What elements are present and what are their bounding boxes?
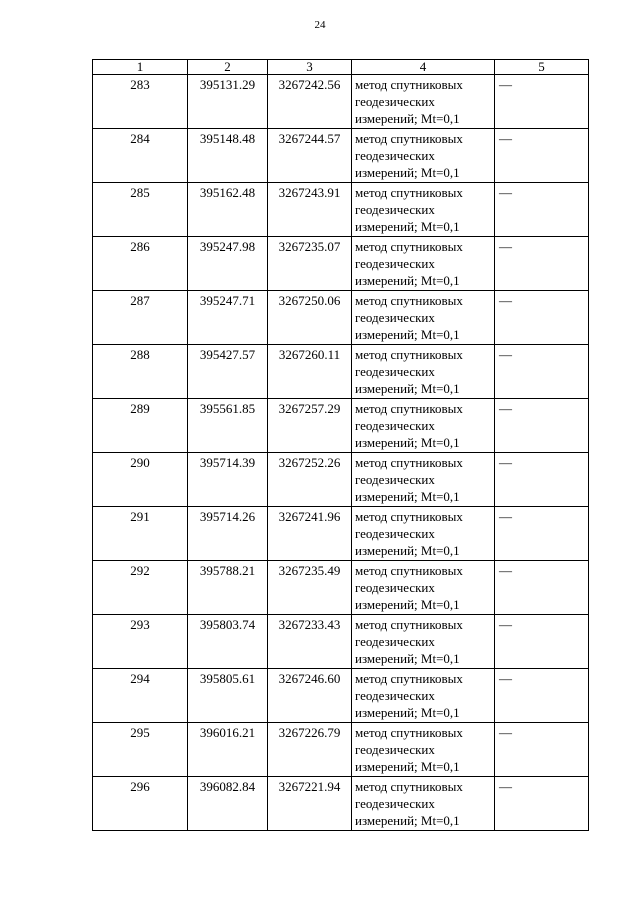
method-cell (352, 345, 495, 399)
note-cell: — (495, 669, 589, 723)
point-number-cell: 296 (93, 777, 188, 831)
method-line: метод спутниковых (355, 671, 463, 686)
method-line: геодезических (355, 256, 435, 271)
method-cell (352, 75, 495, 129)
note-cell: — (495, 237, 589, 291)
x-coordinate-cell: 396016.21 (188, 723, 268, 777)
table-row (93, 291, 589, 345)
note-cell: — (495, 345, 589, 399)
coordinates-table (92, 59, 589, 831)
table-row (93, 345, 589, 399)
method-line: метод спутниковых (355, 509, 463, 524)
method-line: геодезических (355, 364, 435, 379)
method-cell (352, 183, 495, 237)
point-number-cell: 292 (93, 561, 188, 615)
table-row (93, 399, 589, 453)
y-coordinate-cell: 3267243.91 (268, 183, 352, 237)
x-coordinate-cell: 395247.98 (188, 237, 268, 291)
y-coordinate-cell: 3267242.56 (268, 75, 352, 129)
page-number: 24 (314, 19, 326, 31)
x-coordinate-cell: 395427.57 (188, 345, 268, 399)
table-row (93, 561, 589, 615)
y-coordinate-cell: 3267221.94 (268, 777, 352, 831)
table-row (93, 129, 589, 183)
method-line: метод спутниковых (355, 617, 463, 632)
note-cell: — (495, 723, 589, 777)
note-cell: — (495, 75, 589, 129)
method-line: измерений; Mt=0,1 (355, 651, 460, 666)
method-cell (352, 237, 495, 291)
method-line: метод спутниковых (355, 293, 463, 308)
column-header: 2 (188, 60, 268, 75)
table-row (93, 183, 589, 237)
x-coordinate-cell: 396082.84 (188, 777, 268, 831)
y-coordinate-cell: 3267226.79 (268, 723, 352, 777)
method-line: измерений; Mt=0,1 (355, 435, 460, 450)
y-coordinate-cell: 3267235.07 (268, 237, 352, 291)
x-coordinate-cell: 395805.61 (188, 669, 268, 723)
method-line: измерений; Mt=0,1 (355, 327, 460, 342)
table-row (93, 453, 589, 507)
point-number-cell: 285 (93, 183, 188, 237)
y-coordinate-cell: 3267235.49 (268, 561, 352, 615)
method-cell (352, 399, 495, 453)
method-line: измерений; Mt=0,1 (355, 597, 460, 612)
note-cell: — (495, 183, 589, 237)
x-coordinate-cell: 395148.48 (188, 129, 268, 183)
table-row (93, 507, 589, 561)
point-number-cell: 288 (93, 345, 188, 399)
point-number-cell: 293 (93, 615, 188, 669)
method-line: измерений; Mt=0,1 (355, 759, 460, 774)
method-line: измерений; Mt=0,1 (355, 705, 460, 720)
y-coordinate-cell: 3267250.06 (268, 291, 352, 345)
method-line: метод спутниковых (355, 563, 463, 578)
table-row (93, 75, 589, 129)
y-coordinate-cell: 3267233.43 (268, 615, 352, 669)
table-row (93, 777, 589, 831)
method-line: метод спутниковых (355, 455, 463, 470)
method-cell (352, 129, 495, 183)
x-coordinate-cell: 395162.48 (188, 183, 268, 237)
x-coordinate-cell: 395788.21 (188, 561, 268, 615)
method-line: геодезических (355, 742, 435, 757)
method-cell (352, 723, 495, 777)
method-line: геодезических (355, 526, 435, 541)
note-cell: — (495, 129, 589, 183)
column-header: 1 (93, 60, 188, 75)
method-line: измерений; Mt=0,1 (355, 219, 460, 234)
method-line: геодезических (355, 580, 435, 595)
x-coordinate-cell: 395714.26 (188, 507, 268, 561)
table-row (93, 723, 589, 777)
method-line: измерений; Mt=0,1 (355, 273, 460, 288)
table-header-row (93, 60, 589, 75)
method-line: измерений; Mt=0,1 (355, 813, 460, 828)
method-line: геодезических (355, 634, 435, 649)
method-line: метод спутниковых (355, 347, 463, 362)
method-cell (352, 507, 495, 561)
column-header: 3 (268, 60, 352, 75)
method-line: измерений; Mt=0,1 (355, 381, 460, 396)
point-number-cell: 295 (93, 723, 188, 777)
method-cell (352, 777, 495, 831)
x-coordinate-cell: 395803.74 (188, 615, 268, 669)
y-coordinate-cell: 3267257.29 (268, 399, 352, 453)
note-cell: — (495, 399, 589, 453)
y-coordinate-cell: 3267252.26 (268, 453, 352, 507)
x-coordinate-cell: 395131.29 (188, 75, 268, 129)
note-cell: — (495, 453, 589, 507)
method-cell (352, 453, 495, 507)
method-line: метод спутниковых (355, 131, 463, 146)
note-cell: — (495, 561, 589, 615)
note-cell: — (495, 291, 589, 345)
table-row (93, 669, 589, 723)
point-number-cell: 287 (93, 291, 188, 345)
method-line: геодезических (355, 472, 435, 487)
method-line: измерений; Mt=0,1 (355, 543, 460, 558)
method-line: геодезических (355, 418, 435, 433)
method-line: измерений; Mt=0,1 (355, 111, 460, 126)
table-row (93, 237, 589, 291)
y-coordinate-cell: 3267260.11 (268, 345, 352, 399)
note-cell: — (495, 507, 589, 561)
column-header: 5 (495, 60, 589, 75)
point-number-cell: 289 (93, 399, 188, 453)
y-coordinate-cell: 3267246.60 (268, 669, 352, 723)
y-coordinate-cell: 3267244.57 (268, 129, 352, 183)
x-coordinate-cell: 395247.71 (188, 291, 268, 345)
method-line: метод спутниковых (355, 401, 463, 416)
method-line: измерений; Mt=0,1 (355, 165, 460, 180)
method-cell (352, 615, 495, 669)
note-cell: — (495, 777, 589, 831)
point-number-cell: 284 (93, 129, 188, 183)
method-cell (352, 561, 495, 615)
method-line: метод спутниковых (355, 77, 463, 92)
method-line: метод спутниковых (355, 239, 463, 254)
method-line: измерений; Mt=0,1 (355, 489, 460, 504)
method-line: метод спутниковых (355, 725, 463, 740)
x-coordinate-cell: 395714.39 (188, 453, 268, 507)
method-line: геодезических (355, 688, 435, 703)
table-row (93, 615, 589, 669)
method-line: геодезических (355, 94, 435, 109)
method-cell (352, 291, 495, 345)
method-line: геодезических (355, 148, 435, 163)
point-number-cell: 290 (93, 453, 188, 507)
note-cell: — (495, 615, 589, 669)
method-line: метод спутниковых (355, 779, 463, 794)
point-number-cell: 291 (93, 507, 188, 561)
column-header: 4 (352, 60, 495, 75)
method-cell (352, 669, 495, 723)
method-line: метод спутниковых (355, 185, 463, 200)
y-coordinate-cell: 3267241.96 (268, 507, 352, 561)
method-line: геодезических (355, 796, 435, 811)
point-number-cell: 294 (93, 669, 188, 723)
point-number-cell: 283 (93, 75, 188, 129)
point-number-cell: 286 (93, 237, 188, 291)
method-line: геодезических (355, 202, 435, 217)
method-line: геодезических (355, 310, 435, 325)
x-coordinate-cell: 395561.85 (188, 399, 268, 453)
